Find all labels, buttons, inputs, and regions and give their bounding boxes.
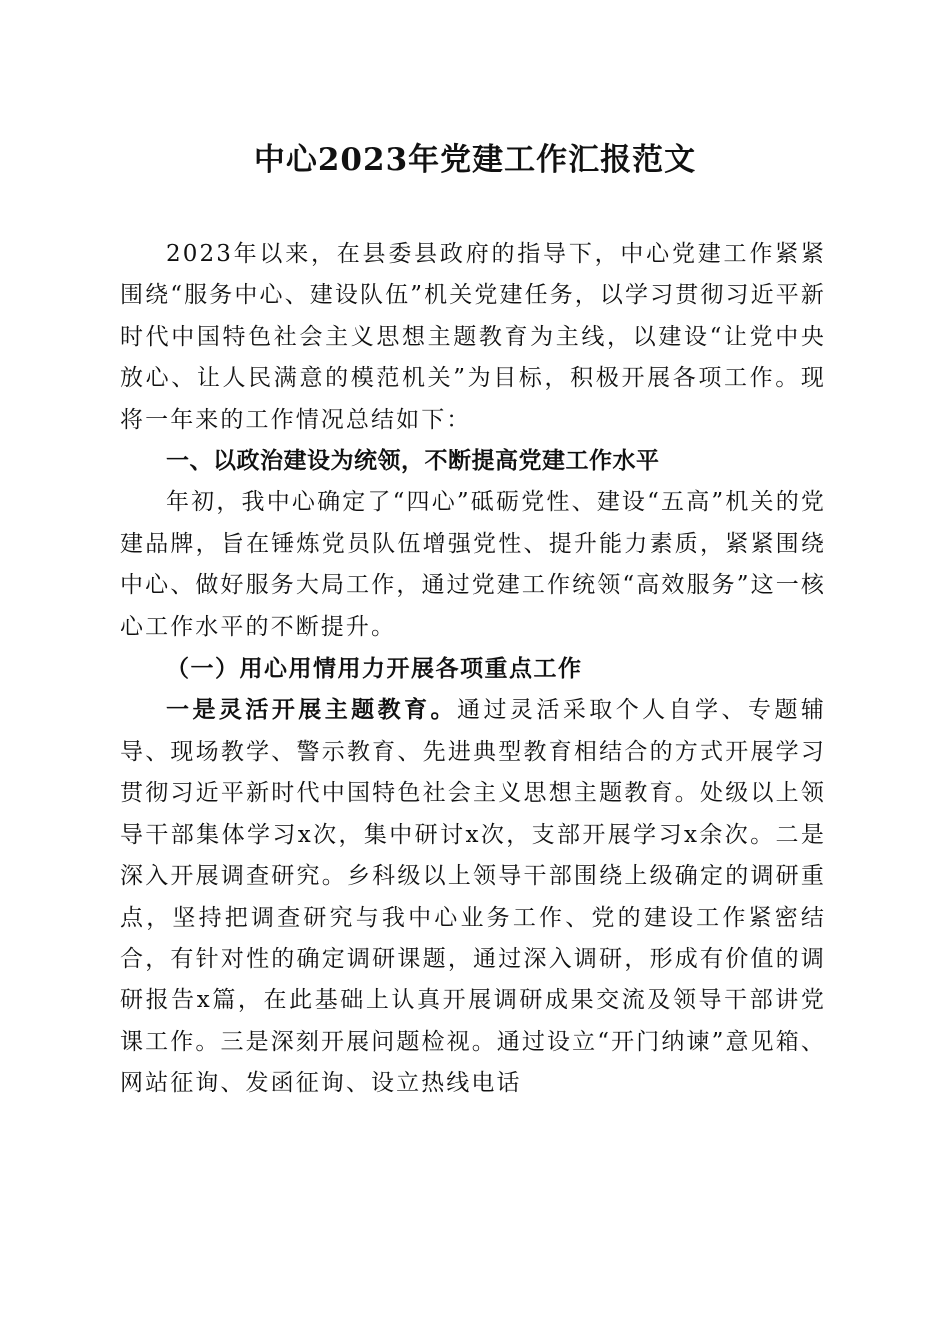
document-title: 中心2023年党建工作汇报范文 bbox=[253, 142, 697, 178]
paragraph-lead-text: 一是灵活开展主题教育。 bbox=[166, 696, 457, 724]
document-body bbox=[120, 234, 826, 1105]
paragraph-body-text: 通过灵活采取个人自学、专题辅导、现场教学、警示教育、先进典型教育相结合的方式开展学习贯彻习近平新时代中国特色社会主义思想主题教育。处级以上领导干部集体学习x次，集中研讨x次，支部开展学习x余次。二是深入开展调查研究。乡科级以上领导干部围绕上级确定的调研重点，坚持把调查研究与我中心业务工作、党的建设工作紧密结合，有针对性的确定调研课题，通过深入调研，形成有价值的调研报告x篇，在此基础上认真开展调研成果交流及领导干部讲党课工作。三是深刻开展问题检视。通过设立“开门纳谏”意见箱、网站征询、发函征询、设立热线电话 bbox=[120, 697, 826, 1097]
intro-paragraph: 2023年以来，在县委县政府的指导下，中心党建工作紧紧围绕“服务中心、建设队伍”机关党建任务，以学习贯彻习近平新时代中国特色社会主义思想主题教育为主线，以建设“让党中央放心、让人民满意的模范机关”为目标，积极开展各项工作。现将一年来的工作情况总结如下： bbox=[120, 241, 826, 433]
subsection-paragraph bbox=[120, 689, 826, 1104]
section-heading: 一、以政治建设为统领，不断提高党建工作水平 bbox=[166, 448, 660, 475]
subsection-heading: （一）用心用情用力开展各项重点工作 bbox=[166, 655, 583, 683]
section-paragraph: 年初，我中心确定了“四心”砥砺党性、建设“五高”机关的党建品牌，旨在锤炼党员队伍增强党性、提升能力素质，紧紧围绕中心、做好服务大局工作，通过党建工作统领“高效服务”这一核心工作水平的不断提升。 bbox=[120, 489, 826, 640]
